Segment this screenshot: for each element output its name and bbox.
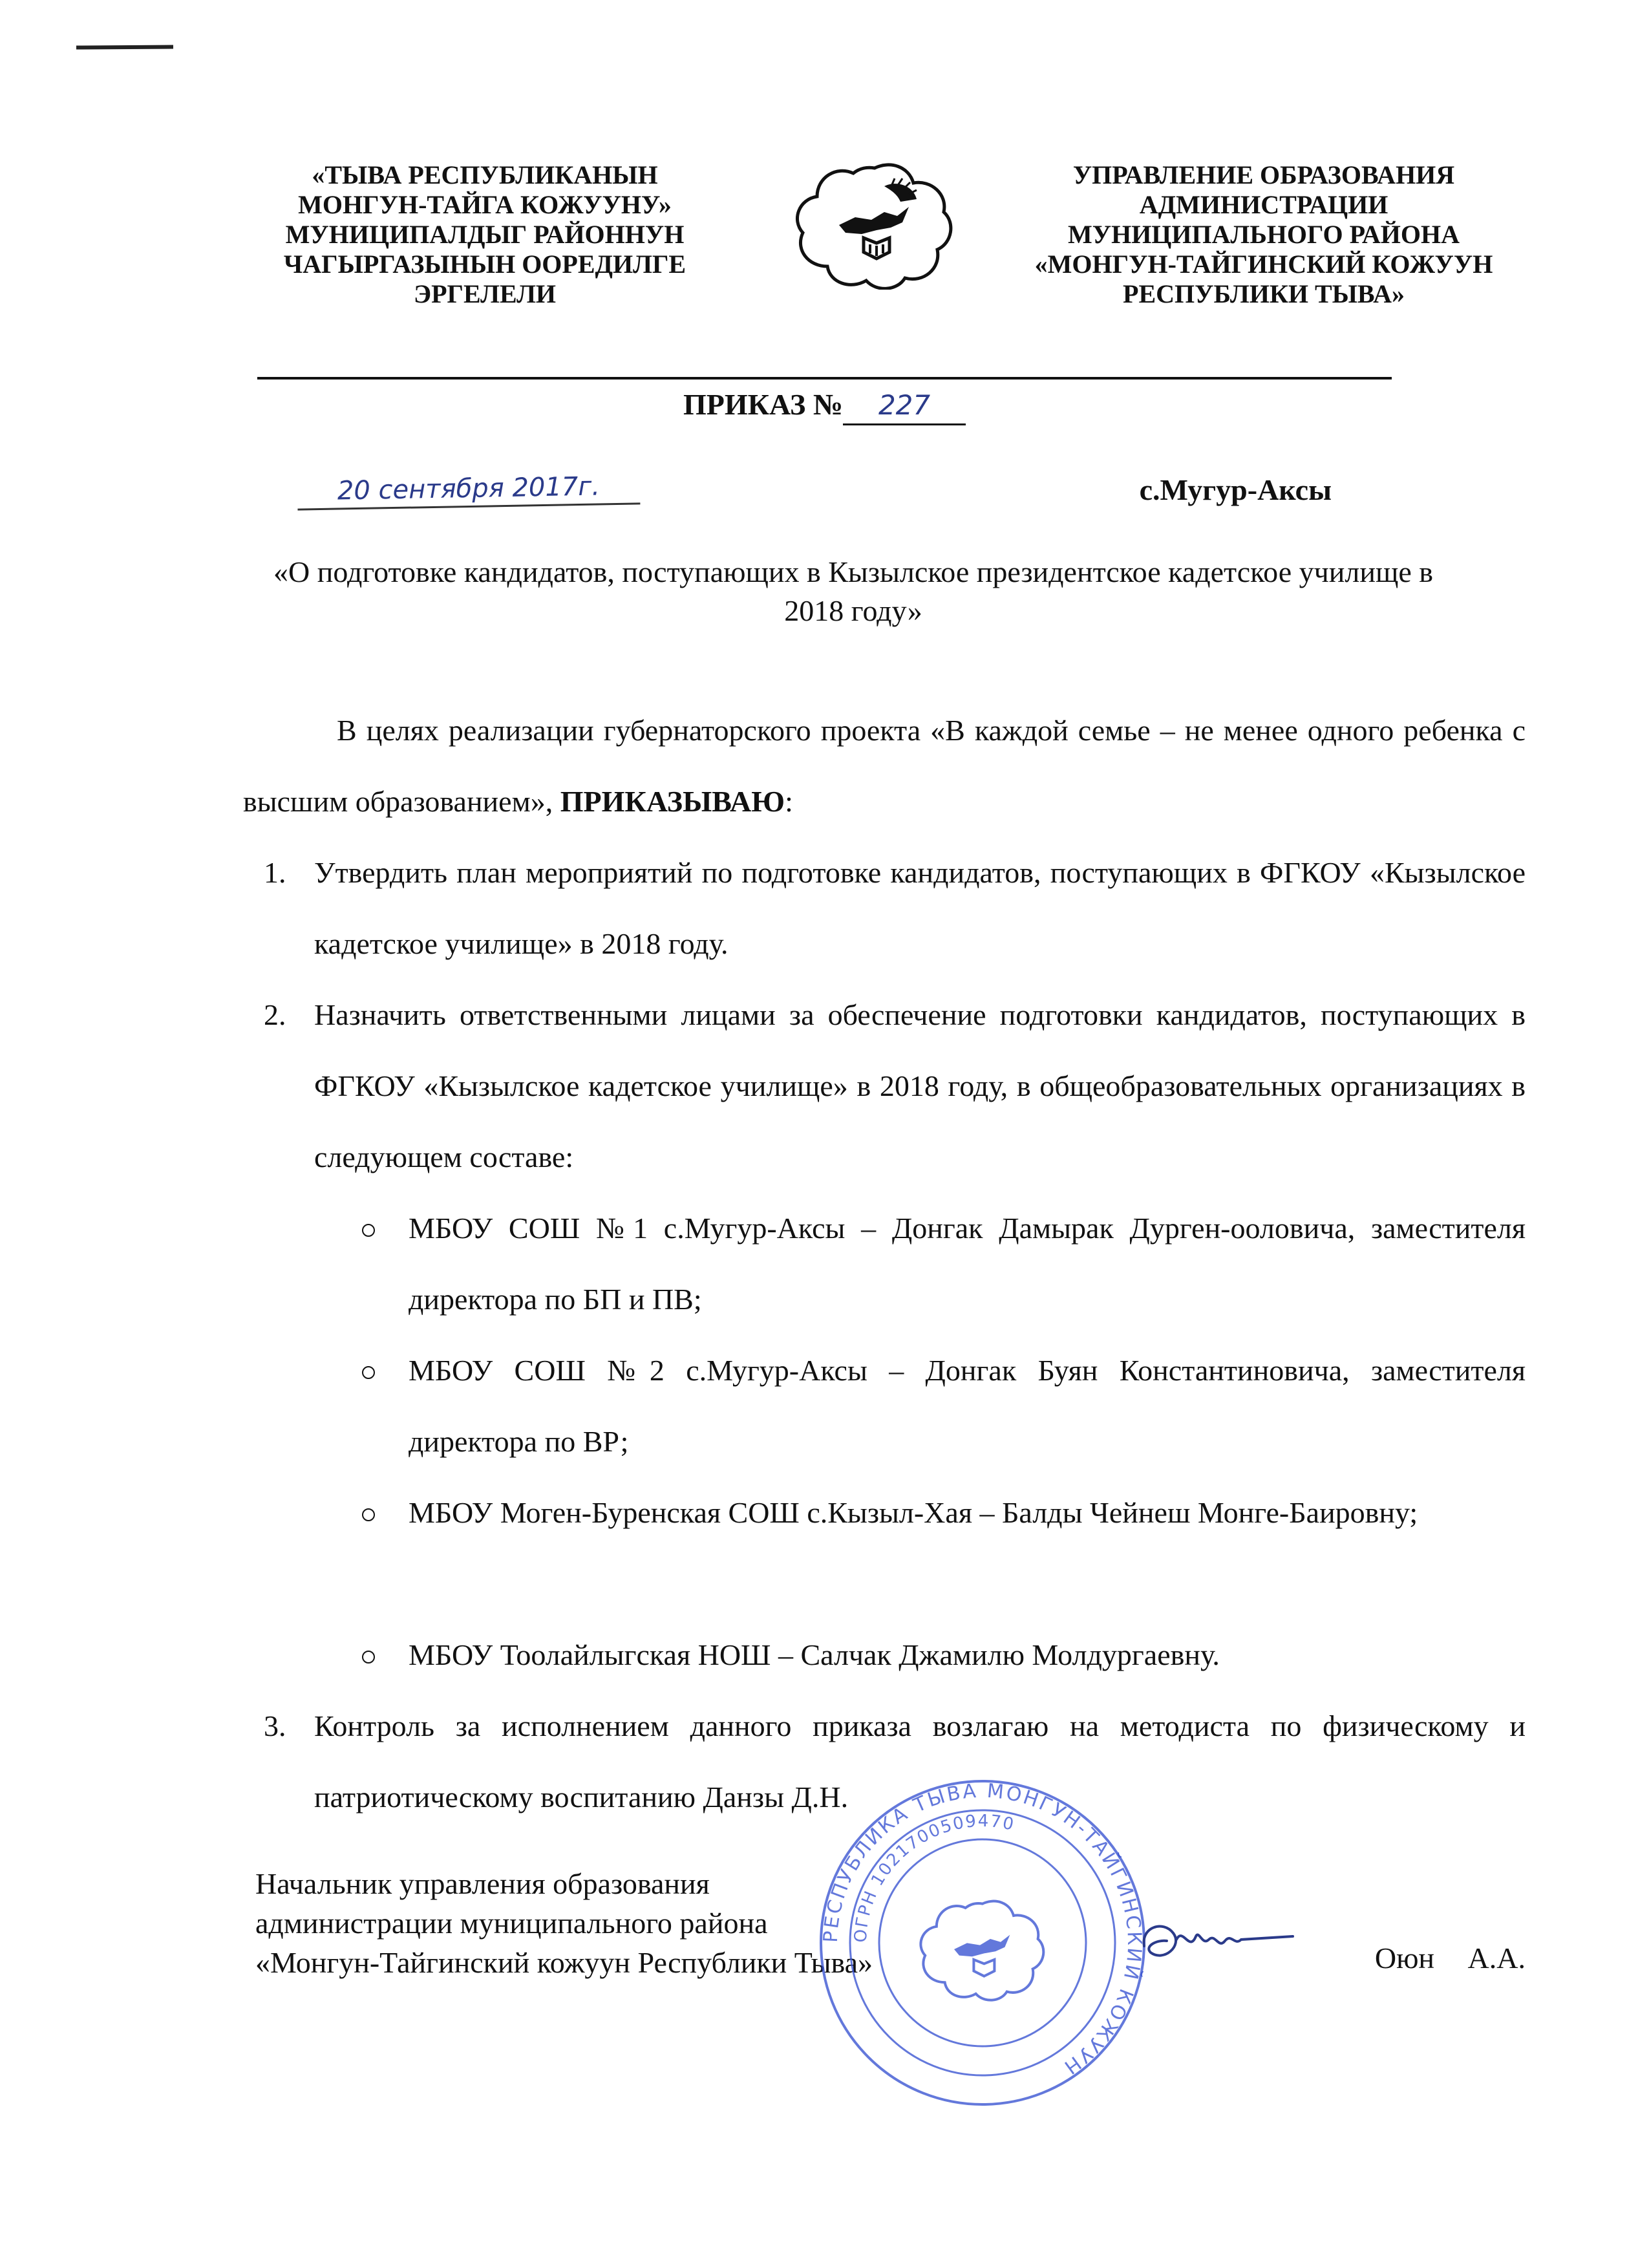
bullet-item	[362, 1193, 1526, 1335]
header-left-tuvan	[239, 160, 730, 309]
intro-paragraph	[243, 695, 1526, 837]
intro-text: В целях реализации губернаторского проекта «В каждой семье – не менее одного ребенка с высшим образованием»,	[243, 714, 1526, 818]
bullet-item	[362, 1620, 1526, 1691]
list-item-text: Назначить ответственными лицами за обеспечение подготовки кандидатов, поступающих в ФГКОУ «Кызылское кадетское училище» в 2018 году, в общеобразовательных организациях в следующем составе:	[314, 998, 1526, 1173]
bullet-icon	[362, 1651, 375, 1664]
handwritten-signature	[1138, 1901, 1299, 1972]
list-item	[243, 979, 1526, 1193]
bullet-text: МБОУ СОШ №2 с.Мугур-Аксы – Донгак Буян Константиновича, заместителя директора по ВР;	[409, 1354, 1526, 1458]
header-right-line: РЕСПУБЛИКИ ТЫВА»	[1123, 279, 1405, 308]
header-divider	[257, 377, 1392, 380]
bullet-text: МБОУ СОШ №1 с.Мугур-Аксы – Донгак Дамырак Дурген-ооловича, заместителя директора по БП и ПВ;	[409, 1212, 1526, 1316]
list-item-number: 3.	[264, 1709, 286, 1742]
order-date: 20 сентября 2017г.	[297, 469, 641, 510]
header-right-line: АДМИНИСТРАЦИИ	[1139, 190, 1388, 219]
header-left-line: МУНИЦИПАЛДЫГ РАЙОННУН	[285, 220, 685, 249]
intro-emphasis: ПРИКАЗЫВАЮ	[560, 785, 785, 818]
header-left-line: ЧАГЫРГАЗЫНЫН ООРЕДИЛГЕ	[283, 250, 686, 279]
bullet-text: МБОУ Моген-Буренская СОШ с.Кызыл-Хая – Балды Чейнеш Монге-Баировну;	[409, 1496, 1418, 1529]
order-subject: «О подготовке кандидатов, поступающих в Кызылское президентское кадетское училище в 2018 году»	[273, 555, 1434, 627]
header-left-line: «ТЫВА РЕСПУБЛИКАНЫН	[312, 160, 658, 189]
position-line: администрации муниципального района	[255, 1907, 768, 1940]
bullet-icon	[362, 1366, 375, 1379]
list-item	[243, 837, 1526, 979]
list-item-number: 2.	[264, 998, 286, 1031]
intro-end: :	[785, 785, 793, 818]
order-place: с.Мугур-Аксы	[1139, 473, 1332, 506]
header-right-line: МУНИЦИПАЛЬНОГО РАЙОНА	[1067, 220, 1460, 249]
order-number: 227	[843, 387, 966, 425]
bullet-item	[362, 1477, 1526, 1548]
list-item-text: Контроль за исполнением данного приказа возлагаю на методиста по физическому и патриотическому воспитанию Данзы Д.Н.	[314, 1709, 1526, 1813]
bullet-item	[362, 1335, 1526, 1477]
emblem-icon	[794, 160, 955, 290]
position-line: Начальник управления образования	[255, 1867, 710, 1900]
bullet-icon	[362, 1508, 375, 1521]
list-item-number: 1.	[264, 856, 286, 889]
list-item-text: Утвердить план мероприятий по подготовке кандидатов, поступающих в ФГКОУ «Кызылское кадетское училище» в 2018 году.	[314, 856, 1526, 960]
header-right-line: «МОНГУН-ТАЙГИНСКИЙ КОЖУУН	[1034, 250, 1493, 279]
order-title	[0, 387, 1649, 425]
order-label: ПРИКАЗ №	[683, 388, 844, 421]
bullet-text: МБОУ Тоолайлыгская НОШ – Салчак Джамилю Молдургаевну.	[409, 1638, 1220, 1671]
stamp-outer-text: РЕСПУБЛИКА ТЫВА МОНГУН-ТАЙГИНСКИЙ КОЖУУН	[819, 1779, 1146, 2080]
position-line: «Монгун-Тайгинский кожуун Республики Тыва»	[255, 1946, 873, 1979]
header-right-line: УПРАВЛЕНИЕ ОБРАЗОВАНИЯ	[1072, 160, 1455, 189]
stamp-id-text: ОГРН 1021700509470	[851, 1811, 1017, 1943]
bullet-icon	[362, 1224, 375, 1237]
header-left-line: МОНГУН-ТАЙГА КОЖУУНУ»	[298, 190, 672, 219]
scan-mark	[76, 45, 173, 49]
official-stamp	[814, 1775, 1151, 2111]
signatory-name: Оюн А.А.	[1374, 1942, 1526, 1974]
header-right-russian	[989, 160, 1538, 309]
header-left-line: ЭРГЕЛЕЛИ	[413, 279, 557, 308]
